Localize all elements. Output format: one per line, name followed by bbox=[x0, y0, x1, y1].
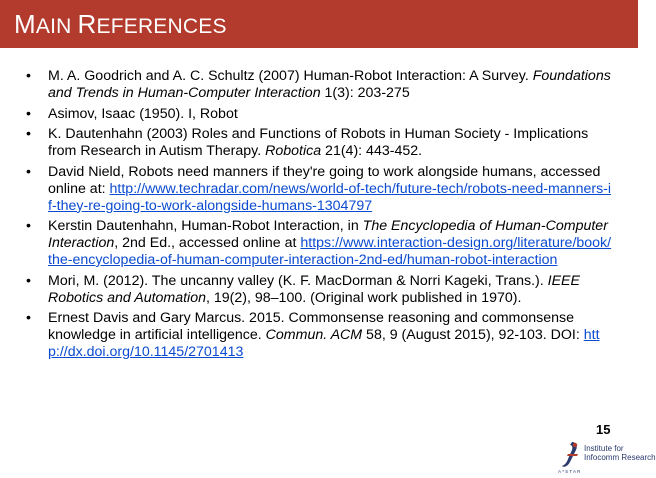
logo-line-1: Institute for bbox=[584, 444, 624, 453]
reference-text: , 19(2), 98–100. (Original work published in 1970). bbox=[206, 289, 522, 306]
bullet-icon: • bbox=[26, 105, 31, 122]
reference-text: Kerstin Dautenhahn, Human-Robot Interaction, in bbox=[48, 218, 363, 235]
page-number: 15 bbox=[596, 422, 611, 437]
title-rest-references: EFERENCES bbox=[96, 15, 227, 38]
reference-text: K. Dautenhahn (2003) Roles and Functions of Robots in Human Society - Implications from Research in Autism Therapy. bbox=[48, 126, 589, 160]
reference-item bbox=[22, 218, 612, 268]
reference-text: M. A. Goodrich and A. C. Schultz (2007) Human-Robot Interaction: A Survey. bbox=[48, 68, 533, 84]
reference-item bbox=[22, 126, 612, 160]
reference-italic-text: Foundations and Trends in Human-Computer Interaction bbox=[48, 68, 611, 101]
title-initial-references: R bbox=[77, 9, 97, 39]
reference-list bbox=[22, 68, 612, 365]
title-initial-main: M bbox=[14, 9, 36, 39]
reference-link[interactable]: http://dx.doi.org/10.1145/2701413 bbox=[48, 327, 600, 360]
reference-text: , 2nd Ed., accessed online at bbox=[114, 235, 301, 252]
reference-italic-text: The Encyclopedia of Human-Computer Interaction bbox=[48, 218, 608, 252]
bullet-icon: • bbox=[26, 272, 31, 289]
reference-text: 1(3): 203-275 bbox=[320, 84, 410, 101]
reference-link[interactable]: https://www.interaction-design.org/literature/book/the-encyclopedia-of-human-computer-interaction-2nd-ed/human-robot-interaction bbox=[48, 235, 612, 268]
reference-item bbox=[22, 273, 612, 307]
reference-text: Ernest Davis and Gary Marcus. 2015. Commonsense reasoning and commonsense knowledge in artificial intelligence. bbox=[48, 310, 574, 344]
logo-line-2: Infocomm Research bbox=[584, 453, 656, 462]
reference-text: 58, 9 (August 2015), 92-103. DOI: bbox=[362, 327, 584, 344]
reference-item bbox=[22, 106, 612, 123]
reference-item bbox=[22, 310, 612, 360]
institute-logo bbox=[558, 440, 656, 474]
slide-title bbox=[14, 0, 638, 51]
title-bar bbox=[0, 0, 638, 48]
bullet-icon: • bbox=[26, 126, 31, 143]
bullet-icon: • bbox=[26, 310, 31, 327]
reference-text: Asimov, Isaac (1950). I, Robot bbox=[48, 105, 238, 122]
logo-subtitle: A*STAR bbox=[558, 469, 582, 474]
reference-item bbox=[22, 164, 612, 214]
bullet-icon: • bbox=[26, 68, 31, 84]
reference-italic-text: Robotica bbox=[265, 143, 322, 160]
logo-text bbox=[584, 444, 656, 462]
bullet-icon: • bbox=[26, 163, 31, 180]
reference-italic-text: Commun. ACM bbox=[265, 327, 363, 344]
title-rest-main: AIN bbox=[35, 15, 78, 38]
reference-italic-text: IEEE Robotics and Automation bbox=[48, 272, 580, 306]
reference-text: Mori, M. (2012). The uncanny valley (K. F. MacDorman & Norri Kageki, Trans.). bbox=[48, 272, 548, 289]
reference-item bbox=[22, 68, 612, 102]
reference-text: 21(4): 443-452. bbox=[321, 143, 423, 160]
reference-text: David Nield, Robots need manners if they're going to work alongside humans, accessed online at: bbox=[48, 163, 601, 197]
reference-link[interactable]: http://www.techradar.com/news/world-of-tech/future-tech/robots-need-manners-if-they-re-going-to-work-alongside-humans-1304797 bbox=[48, 180, 612, 214]
bullet-icon: • bbox=[26, 218, 31, 235]
